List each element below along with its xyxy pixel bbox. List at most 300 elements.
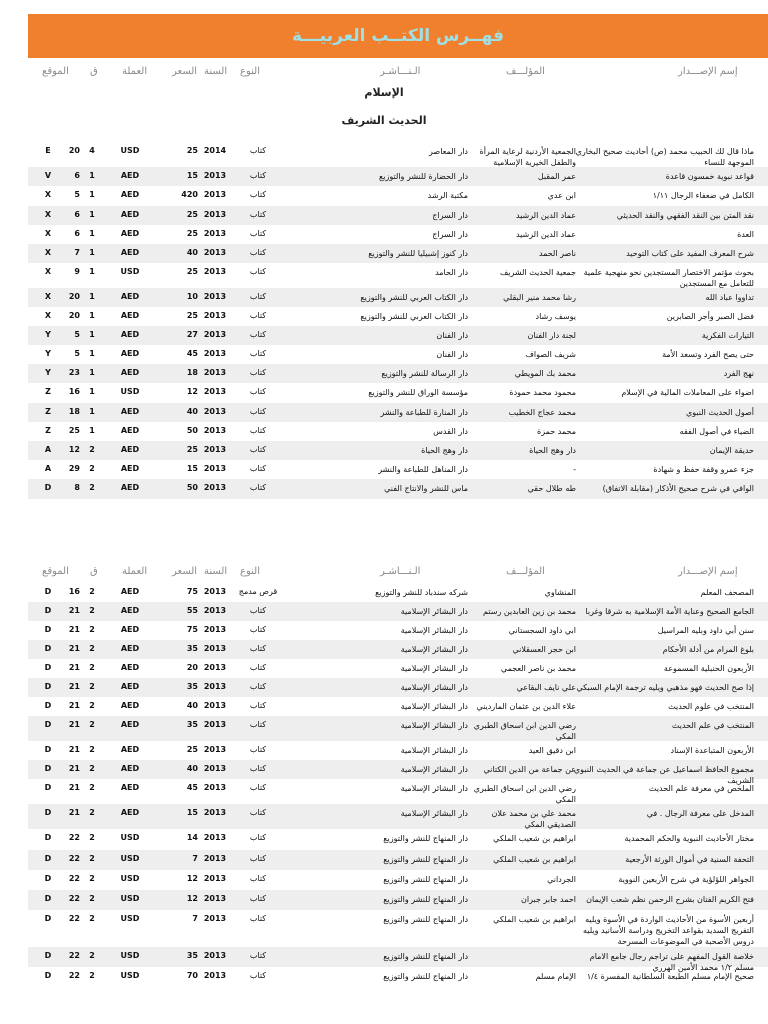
cell-qty: 2	[89, 663, 95, 672]
cell-qty: 2	[89, 682, 95, 691]
cell-title: بلوغ المرام من أدلة الأحكام	[662, 645, 754, 654]
cell-author: دار وهج الحياة	[529, 446, 576, 455]
cell-title: العدة	[737, 230, 754, 239]
cell-title: حديقة الإيمان	[709, 446, 754, 455]
section-heading: الإسلام	[364, 86, 404, 99]
column-header-author: المؤلـــف	[506, 66, 545, 77]
cell-publisher: دار المنهاج للنشر والتوزيع	[383, 952, 468, 961]
cell-type: كتاب	[249, 210, 267, 219]
cell-title: الأربعون المتباعدة الإسناد	[670, 746, 754, 755]
cell-type: قرص مدمج	[238, 587, 278, 596]
cell-publisher: دار البشائر الإسلامية	[400, 784, 468, 793]
cell-price: 25	[186, 267, 198, 276]
table-row	[28, 967, 768, 987]
cell-qty: 1	[89, 267, 95, 276]
cell-qty: 1	[89, 387, 95, 396]
column-header-type: النوع	[240, 566, 260, 577]
cell-qty: 1	[89, 349, 95, 358]
cell-author: ابراهيم بن شعيب الملكي	[493, 834, 576, 843]
cell-p: 8	[74, 483, 80, 492]
cell-p: 23	[68, 368, 80, 377]
cell-year: 2013	[203, 951, 227, 960]
cell-site: D	[44, 663, 52, 672]
cell-currency: AED	[120, 407, 140, 416]
cell-p: 21	[68, 720, 80, 729]
cell-publisher: دار وهج الحياة	[421, 446, 468, 455]
cell-site: Z	[45, 426, 51, 435]
cell-site: D	[44, 682, 52, 691]
cell-author: ابراهيم بن شعيب الملكي	[493, 855, 576, 864]
table-row	[28, 345, 768, 364]
cell-qty: 2	[89, 644, 95, 653]
cell-title: الجواهر اللؤلؤية في شرح الأربعين النووية	[618, 875, 754, 884]
cell-currency: USD	[120, 914, 140, 923]
cell-year: 2013	[203, 229, 227, 238]
column-header-publisher: الـنـــاشـر	[380, 566, 421, 577]
cell-author: محمد بن زين العابدين رستم	[483, 607, 576, 616]
cell-currency: AED	[120, 229, 140, 238]
cell-price: 12	[186, 894, 198, 903]
books-table-1	[28, 142, 768, 499]
cell-qty: 2	[89, 625, 95, 634]
cell-author: رضي الدين ابن اسحاق الطبري المكي	[473, 784, 576, 804]
cell-p: 21	[68, 644, 80, 653]
cell-year: 2013	[203, 292, 227, 301]
table-row	[28, 225, 768, 244]
cell-site: D	[44, 720, 52, 729]
cell-title: خلاصة القول المفهم على تراجم رجال جامع الامام مسلم ١/٢ محمد الأمين الهرري	[589, 952, 754, 972]
cell-price: 12	[186, 874, 198, 883]
cell-title: فضل الصبر وأجر الصابرين	[666, 312, 754, 321]
cell-qty: 2	[89, 720, 95, 729]
cell-type: كتاب	[249, 229, 267, 238]
cell-type: كتاب	[249, 387, 267, 396]
cell-year: 2013	[203, 625, 227, 634]
cell-author: محمد علي بن محمد علان الصديقي المكي	[491, 809, 576, 829]
column-header-row	[28, 64, 768, 82]
cell-year: 2013	[203, 387, 227, 396]
cell-title: التيارات الفكرية	[701, 331, 754, 340]
cell-p: 20	[68, 292, 80, 301]
cell-qty: 2	[89, 764, 95, 773]
cell-year: 2014	[203, 146, 227, 155]
cell-p: 21	[68, 783, 80, 792]
cell-publisher: دار البشائر الإسلامية	[400, 809, 468, 818]
cell-year: 2013	[203, 833, 227, 842]
cell-currency: AED	[120, 587, 140, 596]
cell-p: 16	[68, 387, 80, 396]
cell-title: المنتخب في علم الحديث	[671, 721, 754, 730]
cell-type: كتاب	[249, 146, 267, 155]
cell-qty: 2	[89, 854, 95, 863]
cell-currency: AED	[120, 190, 140, 199]
cell-price: 25	[186, 146, 198, 155]
cell-site: D	[44, 971, 52, 980]
catalog-title: فهــرس الكتــب العربيـــة	[292, 26, 504, 46]
cell-publisher: دار البشائر الإسلامية	[400, 746, 468, 755]
cell-currency: AED	[120, 682, 140, 691]
table-row	[28, 403, 768, 422]
cell-currency: AED	[120, 349, 140, 358]
cell-type: كتاب	[249, 854, 267, 863]
catalog-banner	[28, 14, 768, 58]
cell-qty: 2	[89, 701, 95, 710]
cell-currency: USD	[120, 894, 140, 903]
cell-year: 2013	[203, 663, 227, 672]
cell-title: حتى يصح الفرد وتسعد الأمة	[662, 350, 754, 359]
column-header-price: السعر	[172, 66, 198, 77]
cell-qty: 1	[89, 368, 95, 377]
cell-publisher: دار الكتاب العربي للنشر والتوزيع	[360, 293, 468, 302]
cell-title: ماذا قال لك الحبيب محمد (ص) أحاديث صحيح البخاري الموجهة للنساء	[575, 147, 754, 167]
cell-qty: 2	[89, 808, 95, 817]
column-header-year: السنة	[204, 66, 228, 77]
cell-currency: AED	[120, 745, 140, 754]
table-row	[28, 621, 768, 640]
cell-currency: AED	[120, 720, 140, 729]
cell-title: التحفة السنية في أموال الورثة الأرجعية	[625, 855, 754, 864]
cell-title: جزء عمرو وقفة حفظ و شهادة	[653, 465, 754, 474]
table-row	[28, 659, 768, 678]
cell-author: علاء الدين بن عثمان المارديني	[476, 702, 576, 711]
cell-author: رشا محمد منير البقلي	[503, 293, 576, 302]
cell-p: 22	[68, 833, 80, 842]
cell-currency: AED	[120, 483, 140, 492]
cell-currency: AED	[120, 625, 140, 634]
cell-publisher: شركه سندباد للنشر والتوزيع	[375, 588, 468, 597]
cell-author: رضي الدين ابن اسحاق الطبري المكي	[473, 721, 576, 741]
cell-p: 29	[68, 464, 80, 473]
cell-author: عماد الدين الرشيد	[515, 230, 576, 239]
cell-publisher: دار المنارة للطباعة والنشر	[380, 408, 468, 417]
cell-type: كتاب	[249, 248, 267, 257]
cell-site: D	[44, 745, 52, 754]
cell-site: D	[44, 833, 52, 842]
cell-qty: 1	[89, 426, 95, 435]
cell-qty: 1	[89, 292, 95, 301]
cell-price: 35	[186, 720, 198, 729]
cell-price: 40	[186, 701, 198, 710]
cell-type: كتاب	[249, 701, 267, 710]
cell-type: كتاب	[249, 682, 267, 691]
cell-publisher: دار المنهاج للنشر والتوزيع	[383, 915, 468, 924]
column-header-row	[28, 564, 768, 582]
cell-site: D	[44, 644, 52, 653]
cell-price: 35	[186, 682, 198, 691]
cell-title: المدخل على معرفة الرجال . في	[646, 809, 754, 818]
cell-price: 40	[186, 248, 198, 257]
cell-site: Z	[45, 387, 51, 396]
table-row	[28, 326, 768, 345]
table-row	[28, 829, 768, 850]
cell-site: D	[44, 874, 52, 883]
cell-author: ابن دقيق العيد	[528, 746, 576, 755]
cell-author: ابن عدي	[547, 191, 576, 200]
cell-price: 50	[186, 483, 198, 492]
cell-year: 2013	[203, 971, 227, 980]
cell-qty: 1	[89, 248, 95, 257]
cell-publisher: ماس للنشر والانتاج الفني	[384, 484, 468, 493]
cell-author: جمعية الحديث الشريف	[499, 268, 576, 277]
table-row	[28, 760, 768, 785]
table-row	[28, 716, 768, 741]
cell-type: كتاب	[249, 483, 267, 492]
cell-year: 2013	[203, 701, 227, 710]
cell-year: 2013	[203, 644, 227, 653]
cell-year: 2013	[203, 894, 227, 903]
table-row	[28, 422, 768, 441]
cell-price: 18	[186, 368, 198, 377]
cell-p: 5	[74, 349, 80, 358]
column-header-site: الموقع	[42, 566, 69, 577]
table-row	[28, 307, 768, 326]
cell-title: المنتخب في علوم الحديث	[668, 702, 754, 711]
cell-author: عن جماعة من الدين الكتاني	[483, 765, 576, 774]
cell-qty: 1	[89, 311, 95, 320]
cell-publisher: دار الرسالة للنشر والتوزيع	[381, 369, 468, 378]
cell-author: ابن حجر العسقلاني	[512, 645, 576, 654]
cell-site: D	[44, 587, 52, 596]
cell-p: 16	[68, 587, 80, 596]
cell-type: كتاب	[249, 445, 267, 454]
cell-price: 27	[186, 330, 198, 339]
cell-qty: 1	[89, 210, 95, 219]
cell-p: 9	[74, 267, 80, 276]
cell-price: 55	[186, 606, 198, 615]
cell-title: المصحف المعلم	[700, 588, 754, 597]
cell-qty: 2	[89, 587, 95, 596]
cell-publisher: دار المنهاج للنشر والتوزيع	[383, 834, 468, 843]
column-header-year: السنة	[204, 566, 228, 577]
cell-title: الجامع الصحيح وعناية الأمة الإسلامية به شرقا وغربا	[585, 607, 754, 616]
cell-author: محمد حمزة	[537, 427, 576, 436]
cell-year: 2013	[203, 368, 227, 377]
cell-author: المنشاوي	[544, 588, 576, 597]
cell-currency: AED	[120, 644, 140, 653]
cell-title: الضياء في أصول الفقه	[679, 427, 754, 436]
cell-author: محمد بن ناصر العجمي	[500, 664, 576, 673]
cell-p: 18	[68, 407, 80, 416]
cell-qty: 2	[89, 874, 95, 883]
cell-year: 2013	[203, 783, 227, 792]
cell-title: مختار الأحاديث النبوية والحكم المحمدية	[624, 834, 754, 843]
cell-type: كتاب	[249, 951, 267, 960]
cell-author: لجنة دار الفنان	[527, 331, 576, 340]
cell-title: إذا صح الحديث فهو مذهبي ويليه ترجمة الإمام السبكي	[576, 683, 754, 692]
table-row	[28, 779, 768, 804]
cell-type: كتاب	[249, 625, 267, 634]
cell-site: D	[44, 783, 52, 792]
cell-qty: 2	[89, 914, 95, 923]
cell-currency: USD	[120, 854, 140, 863]
cell-price: 35	[186, 951, 198, 960]
cell-publisher: دار البشائر الإسلامية	[400, 664, 468, 673]
cell-site: A	[44, 445, 52, 454]
cell-currency: AED	[120, 606, 140, 615]
cell-p: 22	[68, 874, 80, 883]
cell-qty: 2	[89, 464, 95, 473]
column-header-author: المؤلـــف	[506, 566, 545, 577]
cell-year: 2013	[203, 720, 227, 729]
cell-title: الأربعون الحنبلية المسموعة	[663, 664, 754, 673]
cell-publisher: دار البشائر الإسلامية	[400, 607, 468, 616]
cell-p: 22	[68, 854, 80, 863]
cell-year: 2013	[203, 267, 227, 276]
cell-p: 7	[74, 248, 80, 257]
table-row	[28, 167, 768, 186]
cell-type: كتاب	[249, 833, 267, 842]
cell-author: محمد بك المويطي	[514, 369, 576, 378]
table-row	[28, 583, 768, 602]
column-header-title: إسم الإصـــدار	[678, 66, 738, 77]
cell-type: كتاب	[249, 783, 267, 792]
cell-author: محمود محمد حمودة	[509, 388, 576, 397]
cell-year: 2013	[203, 190, 227, 199]
cell-year: 2013	[203, 445, 227, 454]
cell-year: 2013	[203, 914, 227, 923]
cell-currency: AED	[120, 464, 140, 473]
cell-title: نقد المتن بين النقد الفقهي والنقد الحديثي	[616, 211, 754, 220]
cell-price: 40	[186, 764, 198, 773]
cell-currency: AED	[120, 171, 140, 180]
table-row	[28, 263, 768, 288]
cell-price: 25	[186, 311, 198, 320]
cell-price: 25	[186, 445, 198, 454]
cell-price: 75	[186, 587, 198, 596]
cell-site: D	[44, 483, 52, 492]
cell-type: كتاب	[249, 267, 267, 276]
cell-publisher: دار المنهاج للنشر والتوزيع	[383, 895, 468, 904]
cell-year: 2013	[203, 311, 227, 320]
cell-year: 2013	[203, 587, 227, 596]
cell-site: X	[44, 267, 52, 276]
cell-p: 22	[68, 894, 80, 903]
cell-author: ابراهيم بن شعيب الملكي	[493, 915, 576, 924]
cell-price: 70	[186, 971, 198, 980]
cell-price: 45	[186, 349, 198, 358]
table-row	[28, 870, 768, 890]
table-row	[28, 441, 768, 460]
cell-p: 22	[68, 971, 80, 980]
cell-price: 10	[186, 292, 198, 301]
cell-p: 5	[74, 330, 80, 339]
cell-p: 12	[68, 445, 80, 454]
cell-price: 20	[186, 663, 198, 672]
table-row	[28, 206, 768, 225]
table-row	[28, 910, 768, 947]
cell-type: كتاب	[249, 368, 267, 377]
cell-year: 2013	[203, 606, 227, 615]
cell-currency: AED	[120, 701, 140, 710]
table-row	[28, 383, 768, 403]
cell-type: كتاب	[249, 808, 267, 817]
cell-title: الملخص في معرفة علم الحديث	[648, 784, 754, 793]
cell-publisher: دار الحامد	[435, 268, 468, 277]
cell-qty: 2	[89, 483, 95, 492]
cell-currency: USD	[120, 267, 140, 276]
cell-price: 12	[186, 387, 198, 396]
column-header-publisher: الـنـــاشـر	[380, 66, 421, 77]
table-row	[28, 741, 768, 760]
cell-currency: USD	[120, 874, 140, 883]
cell-price: 25	[186, 745, 198, 754]
cell-year: 2013	[203, 171, 227, 180]
cell-site: X	[44, 190, 52, 199]
cell-site: Y	[45, 349, 51, 358]
cell-site: D	[44, 606, 52, 615]
cell-title: أربعين الأسوة من الأحاديث الواردة في الأسوة ويليه التفريج السديد بقواعد التخريج ودراسة الأسانيد ويليه دروس الأصحبة في الموضوعات المسرحة	[583, 915, 754, 946]
column-header-price: السعر	[172, 566, 198, 577]
cell-currency: AED	[120, 210, 140, 219]
cell-p: 21	[68, 606, 80, 615]
cell-type: كتاب	[249, 914, 267, 923]
cell-year: 2013	[203, 426, 227, 435]
cell-site: Y	[45, 368, 51, 377]
cell-price: 25	[186, 210, 198, 219]
cell-year: 2013	[203, 854, 227, 863]
section-subheading: الحديث الشريف	[341, 114, 427, 127]
cell-price: 45	[186, 783, 198, 792]
cell-currency: AED	[120, 426, 140, 435]
cell-p: 21	[68, 682, 80, 691]
cell-currency: AED	[120, 368, 140, 377]
cell-currency: USD	[120, 387, 140, 396]
cell-p: 21	[68, 625, 80, 634]
cell-publisher: مكتبة الرشد	[427, 191, 468, 200]
table-row	[28, 850, 768, 870]
cell-currency: AED	[120, 783, 140, 792]
cell-author: طه طلال حقي	[527, 484, 576, 493]
column-header-title: إسم الإصـــدار	[678, 566, 738, 577]
cell-type: كتاب	[249, 464, 267, 473]
cell-publisher: دار السراج	[432, 211, 468, 220]
cell-author: الإمام مسلم	[535, 972, 576, 981]
cell-publisher: دار القدس	[433, 427, 468, 436]
cell-price: 50	[186, 426, 198, 435]
cell-title: صحيح الإمام مسلم الطبعة السلطانية المفسرة ١/٤	[586, 972, 754, 981]
cell-price: 7	[192, 854, 198, 863]
cell-publisher: دار المنهاج للنشر والتوزيع	[383, 972, 468, 981]
cell-qty: 1	[89, 407, 95, 416]
cell-p: 21	[68, 808, 80, 817]
cell-currency: AED	[120, 311, 140, 320]
cell-qty: 4	[89, 146, 95, 155]
cell-title: بحوث مؤتمر الاختصار المستجدين نحو منهجية علمية للتعامل مع المستجدين	[583, 268, 754, 288]
cell-site: X	[44, 311, 52, 320]
cell-p: 6	[74, 229, 80, 238]
cell-qty: 2	[89, 833, 95, 842]
cell-currency: AED	[120, 292, 140, 301]
cell-title: تداووا عباد الله	[705, 293, 754, 302]
cell-qty: 2	[89, 894, 95, 903]
cell-currency: USD	[120, 971, 140, 980]
table-row	[28, 460, 768, 479]
cell-price: 75	[186, 625, 198, 634]
cell-title: قواعد نبوية خمسون قاعدة	[665, 172, 754, 181]
cell-price: 15	[186, 171, 198, 180]
cell-site: D	[44, 625, 52, 634]
cell-year: 2013	[203, 745, 227, 754]
column-header-currency: العملة	[122, 66, 148, 77]
cell-p: 25	[68, 426, 80, 435]
cell-p: 22	[68, 951, 80, 960]
cell-currency: USD	[120, 833, 140, 842]
cell-author: ناصر الحمد	[538, 249, 576, 258]
table-row	[28, 697, 768, 716]
cell-year: 2013	[203, 483, 227, 492]
cell-title: شرح المعرف المفيد على كتاب التوحيد	[626, 249, 754, 258]
table-row	[28, 678, 768, 697]
